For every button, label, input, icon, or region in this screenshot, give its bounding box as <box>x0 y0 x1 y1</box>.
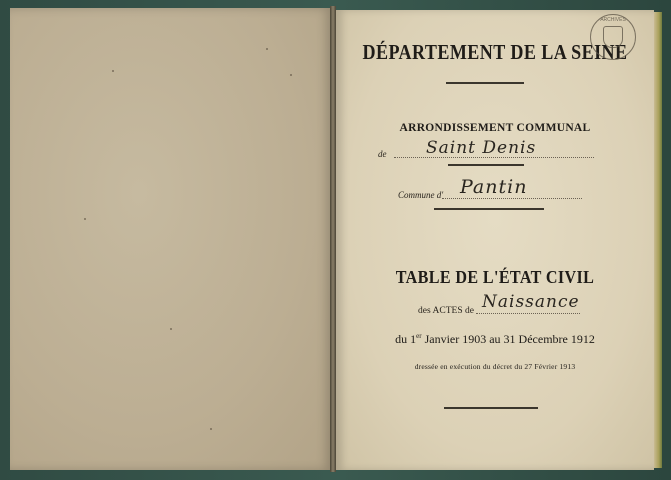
divider-rule <box>444 407 538 409</box>
actes-prefix: des ACTES de <box>418 306 474 316</box>
actes-line <box>476 313 580 314</box>
department-heading: DÉPARTEMENT DE LA SEINE <box>362 40 628 64</box>
date-range-superscript: er <box>416 332 422 340</box>
date-range <box>336 332 654 347</box>
paper-speck <box>170 328 172 330</box>
divider-rule <box>446 82 524 84</box>
stamp-text: ARCHIVES <box>600 17 626 23</box>
divider-rule <box>434 208 544 210</box>
paper-speck <box>210 428 212 430</box>
table-title: TABLE DE L'ÉTAT CIVIL <box>395 267 595 287</box>
commune-prefix: Commune d' <box>398 190 444 200</box>
paper-speck <box>266 48 268 50</box>
commune-handwritten: Pantin <box>460 176 528 198</box>
paper-speck <box>84 218 86 220</box>
archive-stamp-icon <box>590 14 636 60</box>
date-range-start: du 1 <box>395 332 417 346</box>
arrondissement-handwritten: Saint Denis <box>426 138 537 158</box>
arrondissement-heading: ARRONDISSEMENT COMMUNAL <box>399 122 591 134</box>
paper-speck <box>112 70 114 72</box>
divider-rule <box>448 164 524 166</box>
decree-note: dressée en exécution du décret du 27 Février 1913 <box>414 362 576 371</box>
page-edge <box>654 12 662 468</box>
coat-of-arms-icon <box>603 26 623 48</box>
left-blank-page <box>10 8 332 470</box>
paper-speck <box>290 74 292 76</box>
commune-line <box>442 198 582 199</box>
date-range-end: Janvier 1903 au 31 Décembre 1912 <box>421 332 595 346</box>
arrondissement-prefix: de <box>378 149 387 159</box>
actes-handwritten: Naissance <box>482 292 580 312</box>
title-page <box>336 10 654 470</box>
